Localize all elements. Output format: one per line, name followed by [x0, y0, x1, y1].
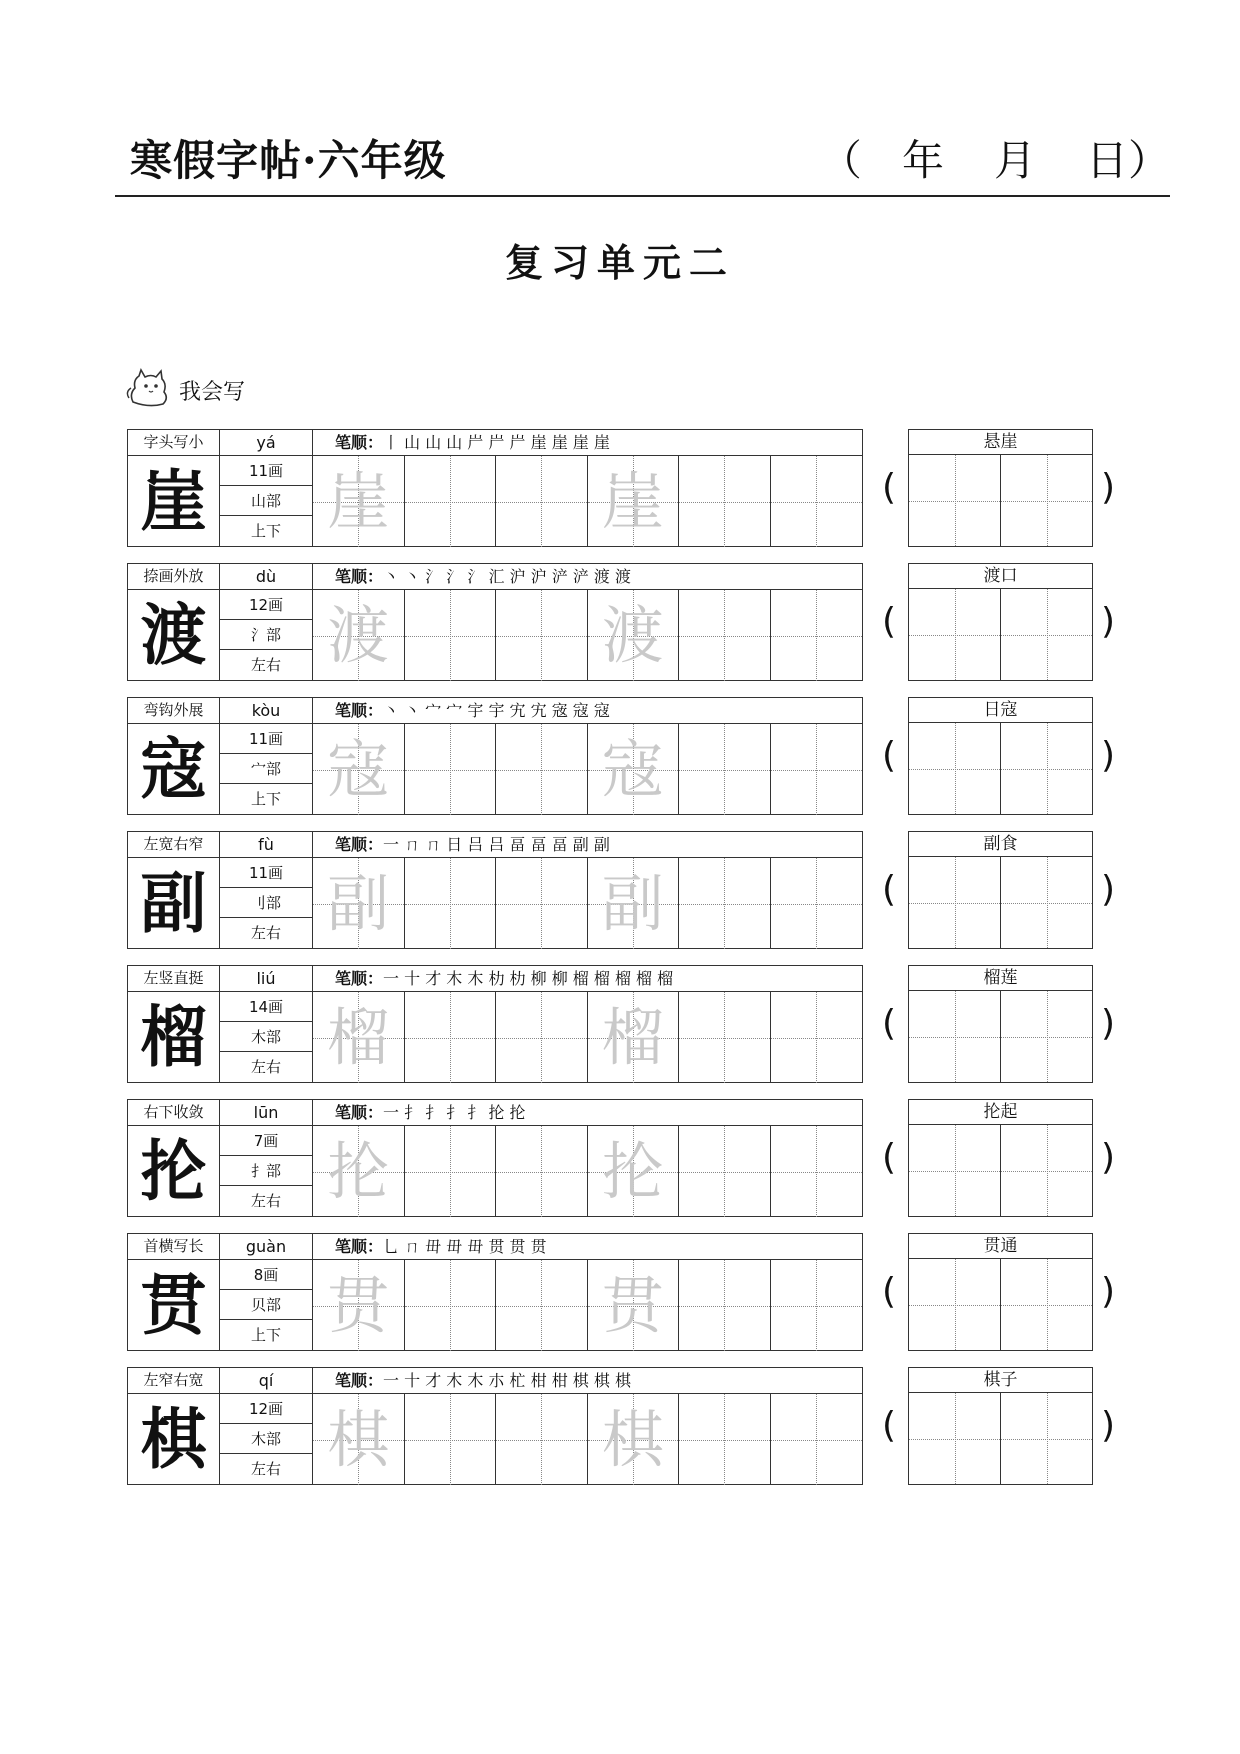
practice-box[interactable] — [679, 456, 771, 547]
practice-row — [127, 965, 1116, 1085]
practice-box[interactable] — [588, 590, 680, 681]
trace-char: 崖 — [601, 465, 664, 538]
model-character: 寇 — [128, 724, 220, 815]
practice-box[interactable] — [771, 992, 863, 1083]
practice-box[interactable] — [313, 456, 405, 547]
character-entry — [127, 831, 863, 949]
stroke-order-label: 笔顺： — [335, 1103, 384, 1122]
word-box[interactable] — [1001, 723, 1092, 814]
word-paren-close: ) — [1101, 735, 1116, 776]
trace-char: 抡 — [601, 1135, 664, 1208]
practice-box[interactable] — [405, 1126, 497, 1217]
month-label: 月 — [993, 136, 1036, 185]
writing-tip: 字头写小 — [128, 430, 220, 456]
practice-box[interactable] — [771, 1260, 863, 1351]
practice-row — [127, 1233, 1116, 1353]
word-practice — [908, 429, 1093, 547]
cat-icon — [125, 368, 177, 408]
character-entry — [127, 563, 863, 681]
trace-char: 渡 — [601, 599, 664, 672]
practice-box[interactable] — [496, 992, 588, 1083]
character-entry — [127, 965, 863, 1083]
stroke-order-label: 笔顺： — [335, 835, 384, 854]
writing-tip: 弯钩外展 — [128, 698, 220, 724]
pinyin: guàn — [220, 1234, 313, 1260]
word-box[interactable] — [909, 1259, 1001, 1350]
practice-box[interactable] — [679, 1394, 771, 1485]
word-paren-close: ) — [1101, 869, 1116, 910]
word-paren-close: ) — [1101, 1271, 1116, 1312]
word-box[interactable] — [909, 991, 1001, 1082]
model-character: 抡 — [128, 1126, 220, 1217]
word-paren-open: ( — [882, 1003, 897, 1044]
pinyin: lūn — [220, 1100, 313, 1126]
practice-box[interactable] — [405, 992, 497, 1083]
word-label: 副食 — [908, 831, 1093, 857]
stroke-order — [313, 1368, 862, 1394]
practice-box[interactable] — [405, 456, 497, 547]
practice-box[interactable] — [588, 1260, 680, 1351]
practice-box[interactable] — [588, 724, 680, 815]
practice-box[interactable] — [405, 1260, 497, 1351]
stroke-count: 12画 — [220, 1394, 313, 1424]
stroke-order-label: 笔顺： — [335, 969, 384, 988]
section-label — [125, 368, 245, 408]
trace-char: 榴 — [601, 1001, 664, 1074]
word-practice — [908, 1233, 1093, 1351]
section-label-text: 我会写 — [179, 380, 246, 405]
practice-box[interactable] — [405, 858, 497, 949]
word-practice — [908, 563, 1093, 681]
date-close-paren: ） — [1127, 136, 1170, 185]
stroke-order-label: 笔顺： — [335, 567, 384, 586]
stroke-order — [313, 1234, 862, 1260]
practice-row — [127, 563, 1116, 683]
stroke-order-label: 笔顺： — [335, 1371, 384, 1390]
radical: 木部 — [220, 1022, 313, 1052]
practice-row — [127, 1367, 1116, 1487]
word-box[interactable] — [909, 1125, 1001, 1216]
practice-box[interactable] — [679, 858, 771, 949]
word-boxes — [908, 1392, 1093, 1485]
word-boxes — [908, 722, 1093, 815]
practice-box[interactable] — [679, 724, 771, 815]
practice-box[interactable] — [679, 1260, 771, 1351]
model-character: 副 — [128, 858, 220, 949]
radical: 贝部 — [220, 1290, 313, 1320]
practice-box[interactable] — [679, 992, 771, 1083]
practice-box[interactable] — [771, 590, 863, 681]
word-paren-close: ) — [1101, 601, 1116, 642]
word-paren-open: ( — [882, 869, 897, 910]
trace-char: 贯 — [327, 1269, 390, 1342]
practice-box[interactable] — [313, 1394, 405, 1485]
practice-grid — [313, 992, 863, 1083]
word-label: 棋子 — [908, 1367, 1093, 1393]
word-practice — [908, 1367, 1093, 1485]
stroke-count: 14画 — [220, 992, 313, 1022]
trace-char: 贯 — [601, 1269, 664, 1342]
practice-grid — [313, 1260, 863, 1351]
stroke-order-sequence: 一 扌 扌 扌 扌 抡 抡 — [383, 1103, 526, 1122]
date-field — [820, 128, 1170, 188]
practice-box[interactable] — [588, 456, 680, 547]
word-paren-open: ( — [882, 1405, 897, 1446]
writing-tip: 首横写长 — [128, 1234, 220, 1260]
practice-grid — [313, 1126, 863, 1217]
page-header — [115, 118, 1170, 188]
trace-char: 副 — [601, 867, 664, 940]
practice-box[interactable] — [496, 1260, 588, 1351]
word-paren-open: ( — [882, 735, 897, 776]
word-paren-open: ( — [882, 1137, 897, 1178]
day-label: 日 — [1085, 136, 1128, 185]
stroke-order — [313, 430, 862, 456]
year-label: 年 — [901, 136, 944, 185]
pinyin: liú — [220, 966, 313, 992]
structure: 上下 — [220, 1320, 313, 1351]
character-entry — [127, 1367, 863, 1485]
stroke-order-sequence: 乚 ㄇ 毌 毌 毌 贯 贯 贯 — [383, 1237, 547, 1256]
practice-box[interactable] — [405, 1394, 497, 1485]
practice-box[interactable] — [588, 1126, 680, 1217]
word-box[interactable] — [1001, 1125, 1092, 1216]
practice-box[interactable] — [313, 724, 405, 815]
stroke-order-sequence: 一 ㄇ ㄇ 日 吕 吕 畐 畐 畐 副 副 — [383, 835, 610, 854]
writing-tip: 捺画外放 — [128, 564, 220, 590]
word-label: 抡起 — [908, 1099, 1093, 1125]
practice-box[interactable] — [313, 1126, 405, 1217]
practice-row — [127, 697, 1116, 817]
practice-box[interactable] — [679, 1126, 771, 1217]
word-paren-close: ) — [1101, 1405, 1116, 1446]
word-label: 渡口 — [908, 563, 1093, 589]
word-boxes — [908, 856, 1093, 949]
radical: 山部 — [220, 486, 313, 516]
practice-box[interactable] — [405, 590, 497, 681]
unit-title: 复习单元二 — [504, 240, 735, 285]
stroke-order — [313, 564, 862, 590]
word-paren-close: ) — [1101, 1003, 1116, 1044]
practice-box[interactable] — [313, 858, 405, 949]
practice-box[interactable] — [588, 1394, 680, 1485]
practice-box[interactable] — [588, 992, 680, 1083]
word-box[interactable] — [1001, 991, 1092, 1082]
character-entry — [127, 697, 863, 815]
structure: 上下 — [220, 784, 313, 815]
trace-char: 榴 — [327, 1001, 390, 1074]
trace-char: 副 — [327, 867, 390, 940]
radical: 木部 — [220, 1424, 313, 1454]
practice-box[interactable] — [496, 1394, 588, 1485]
word-box[interactable] — [909, 1393, 1001, 1484]
practice-box[interactable] — [313, 992, 405, 1083]
word-box[interactable] — [909, 723, 1001, 814]
word-boxes — [908, 454, 1093, 547]
stroke-order-sequence: 丶 丶 氵 氵 氵 汇 沪 沪 浐 浐 渡 渡 — [383, 567, 631, 586]
word-paren-close: ) — [1101, 1137, 1116, 1178]
model-character: 棋 — [128, 1394, 220, 1485]
word-practice — [908, 965, 1093, 1083]
pinyin: dù — [220, 564, 313, 590]
pinyin: fù — [220, 832, 313, 858]
pinyin: kòu — [220, 698, 313, 724]
trace-char: 寇 — [327, 733, 390, 806]
practice-box[interactable] — [496, 1126, 588, 1217]
date-open-paren: （ — [819, 136, 862, 185]
header-rule — [115, 195, 1170, 197]
stroke-count: 11画 — [220, 858, 313, 888]
pinyin: yá — [220, 430, 313, 456]
stroke-order — [313, 832, 862, 858]
practice-box[interactable] — [496, 590, 588, 681]
trace-char: 棋 — [327, 1403, 390, 1476]
practice-box[interactable] — [588, 858, 680, 949]
practice-box[interactable] — [771, 1394, 863, 1485]
stroke-count: 12画 — [220, 590, 313, 620]
character-entry — [127, 429, 863, 547]
stroke-order — [313, 966, 862, 992]
practice-grid — [313, 858, 863, 949]
word-paren-open: ( — [882, 467, 897, 508]
trace-char: 寇 — [601, 733, 664, 806]
practice-row — [127, 1099, 1116, 1219]
structure: 左右 — [220, 918, 313, 949]
stroke-count: 11画 — [220, 456, 313, 486]
practice-box[interactable] — [313, 1260, 405, 1351]
writing-tip: 左宽右窄 — [128, 832, 220, 858]
stroke-order — [313, 1100, 862, 1126]
practice-box[interactable] — [405, 724, 497, 815]
radical: 扌部 — [220, 1156, 313, 1186]
practice-grid — [313, 590, 863, 681]
practice-box[interactable] — [771, 858, 863, 949]
model-character: 榴 — [128, 992, 220, 1083]
trace-char: 棋 — [601, 1403, 664, 1476]
practice-box[interactable] — [496, 724, 588, 815]
word-label: 贯通 — [908, 1233, 1093, 1259]
word-paren-close: ) — [1101, 467, 1116, 508]
stroke-count: 11画 — [220, 724, 313, 754]
practice-box[interactable] — [771, 724, 863, 815]
word-boxes — [908, 1124, 1093, 1217]
model-character: 崖 — [128, 456, 220, 547]
structure: 左右 — [220, 1454, 313, 1485]
pinyin: qí — [220, 1368, 313, 1394]
workbook-title: 寒假字帖·六年级 — [130, 136, 447, 185]
practice-grid — [313, 456, 863, 547]
practice-row — [127, 831, 1116, 951]
model-character: 渡 — [128, 590, 220, 681]
character-entry — [127, 1233, 863, 1351]
word-label: 榴莲 — [908, 965, 1093, 991]
word-boxes — [908, 990, 1093, 1083]
word-label: 日寇 — [908, 697, 1093, 723]
structure: 左右 — [220, 1052, 313, 1083]
practice-box[interactable] — [771, 1126, 863, 1217]
radical: 刂部 — [220, 888, 313, 918]
word-box[interactable] — [909, 857, 1001, 948]
trace-char: 渡 — [327, 599, 390, 672]
stroke-order-sequence: 丨 山 山 山 屵 屵 屵 崖 崖 崖 崖 — [383, 433, 610, 452]
structure: 上下 — [220, 516, 313, 547]
practice-grid — [313, 1394, 863, 1485]
stroke-order — [313, 698, 862, 724]
word-label: 悬崖 — [908, 429, 1093, 455]
radical: 氵部 — [220, 620, 313, 650]
trace-char: 崖 — [327, 465, 390, 538]
trace-char: 抡 — [327, 1135, 390, 1208]
writing-tip: 左竖直挺 — [128, 966, 220, 992]
stroke-order-label: 笔顺： — [335, 1237, 384, 1256]
word-box[interactable] — [909, 589, 1001, 680]
practice-box[interactable] — [679, 590, 771, 681]
word-box[interactable] — [1001, 589, 1092, 680]
structure: 左右 — [220, 1186, 313, 1217]
word-practice — [908, 831, 1093, 949]
word-box[interactable] — [1001, 1393, 1092, 1484]
word-box[interactable] — [1001, 857, 1092, 948]
word-boxes — [908, 588, 1093, 681]
word-box[interactable] — [1001, 1259, 1092, 1350]
word-paren-open: ( — [882, 1271, 897, 1312]
stroke-order-label: 笔顺： — [335, 433, 384, 452]
stroke-count: 7画 — [220, 1126, 313, 1156]
stroke-order-sequence: 一 十 才 木 木 朸 朸 柳 柳 榴 榴 榴 榴 榴 — [383, 969, 674, 988]
character-entry — [127, 1099, 863, 1217]
word-box[interactable] — [1001, 455, 1092, 546]
radical: 宀部 — [220, 754, 313, 784]
practice-box[interactable] — [313, 590, 405, 681]
practice-box[interactable] — [496, 456, 588, 547]
practice-row — [127, 429, 1116, 549]
stroke-count: 8画 — [220, 1260, 313, 1290]
practice-box[interactable] — [496, 858, 588, 949]
word-boxes — [908, 1258, 1093, 1351]
word-practice — [908, 1099, 1093, 1217]
practice-grid — [313, 724, 863, 815]
stroke-order-label: 笔顺： — [335, 701, 384, 720]
word-practice — [908, 697, 1093, 815]
word-paren-open: ( — [882, 601, 897, 642]
structure: 左右 — [220, 650, 313, 681]
writing-tip: 右下收敛 — [128, 1100, 220, 1126]
practice-box[interactable] — [771, 456, 863, 547]
model-character: 贯 — [128, 1260, 220, 1351]
writing-tip: 左窄右宽 — [128, 1368, 220, 1394]
stroke-order-sequence: 丶 丶 宀 宀 宇 宇 宄 宄 宼 寇 寇 — [383, 701, 610, 720]
word-box[interactable] — [909, 455, 1001, 546]
stroke-order-sequence: 一 十 才 木 木 朩 杧 柑 柑 棋 棋 棋 — [383, 1371, 631, 1390]
